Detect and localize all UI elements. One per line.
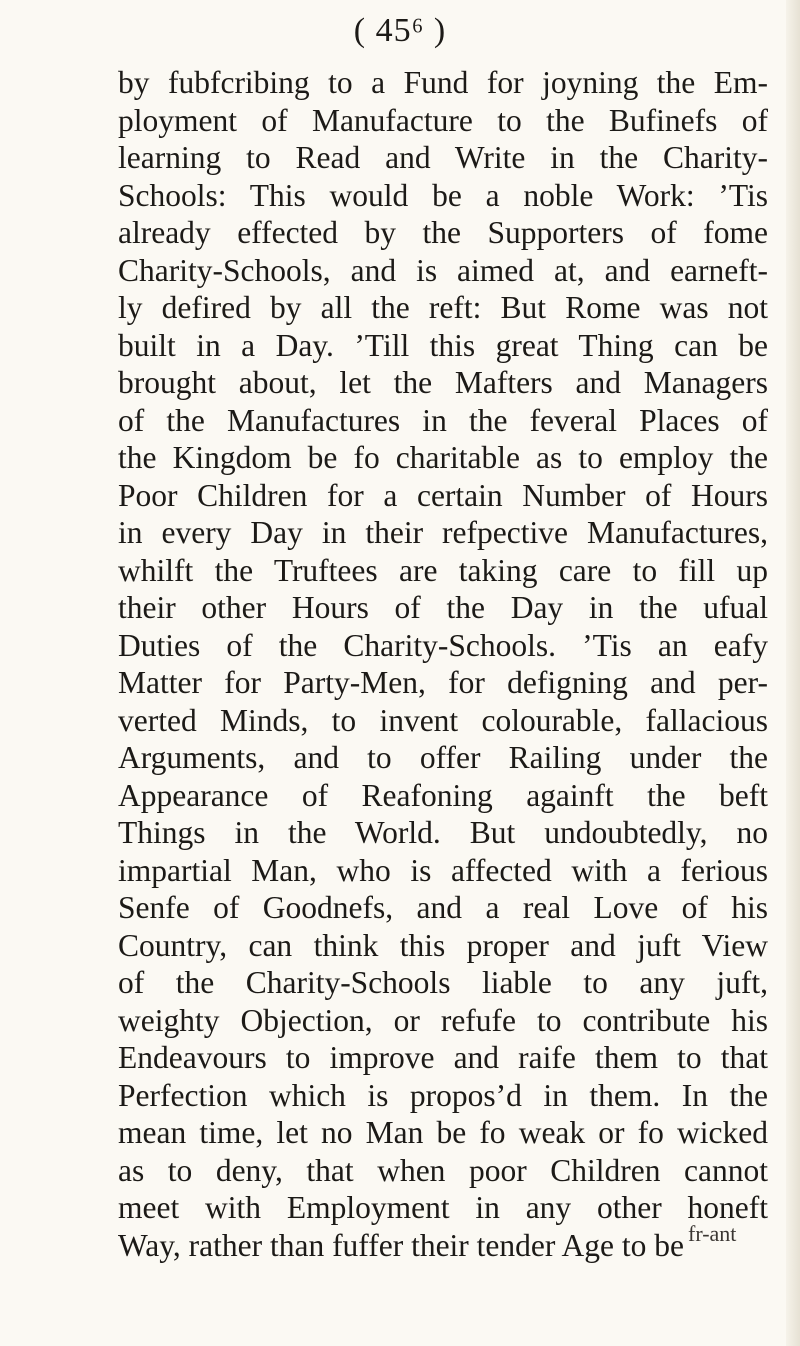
text-line: impartial Man, who is affected with a ferious: [118, 852, 768, 888]
text-line: of the Charity-Schools liable to any juft,: [118, 965, 768, 1000]
text-line: Duties of the Charity-Schools. ’Tis an eafy: [118, 627, 768, 663]
text-line: Way, rather than fuffer their tender Age to be: [118, 1227, 684, 1263]
text-line: built in a Day. ’Till this great Thing can be: [118, 327, 768, 363]
text-line: their other Hours of the Day in the ufual: [118, 590, 768, 625]
catchword: fr-ant: [688, 1221, 737, 1246]
text-line: by fubfcribing to a Fund for joyning the Em-: [118, 65, 768, 100]
text-line: Senfe of Goodnefs, and a real Love of his: [118, 890, 768, 925]
text-line: Things in the World. But undoubtedly, no: [118, 815, 768, 850]
text-line: ployment of Manufacture to the Bufinefs of: [118, 102, 768, 138]
text-line: as to deny, that when poor Children cannot: [118, 1152, 768, 1188]
text-line: mean time, let no Man be fo weak or fo wicked: [118, 1115, 768, 1150]
text-line: whilft the Truftees are taking care to fill up: [118, 552, 768, 588]
text-line: Poor Children for a certain Number of Hours: [118, 477, 768, 513]
text-line: verted Minds, to invent colourable, fallacious: [118, 702, 768, 738]
text-line: Schools: This would be a noble Work: ’Tis: [118, 177, 768, 213]
text-line: ly defired by all the reft: But Rome was not: [118, 290, 768, 325]
text-line: already effected by the Supporters of fome: [118, 215, 768, 250]
text-line: Matter for Party-Men, for defigning and per-: [118, 665, 768, 700]
body-text: [118, 64, 768, 1264]
page-number: ( 45⁶ ): [353, 12, 447, 49]
text-line: the Kingdom be fo charitable as to employ the: [118, 440, 768, 475]
text-line: Perfection which is propos’d in them. In the: [118, 1077, 768, 1113]
text-line: brought about, let the Mafters and Managers: [118, 365, 768, 400]
text-line: meet with Employment in any other honeft: [118, 1190, 768, 1225]
page-edge: [786, 0, 800, 1346]
text-line: Country, can think this proper and juft View: [118, 927, 768, 963]
text-line: of the Manufactures in the feveral Places of: [118, 402, 768, 438]
text-line: Charity-Schools, and is aimed at, and earneft-: [118, 252, 768, 288]
text-line: Endeavours to improve and raife them to that: [118, 1040, 768, 1075]
text-line: in every Day in their refpective Manufactures,: [118, 515, 768, 550]
text-line: weighty Objection, or refufe to contribute his: [118, 1002, 768, 1038]
text-line: Appearance of Reafoning againft the beft: [118, 777, 768, 813]
text-line: learning to Read and Write in the Charity-: [118, 140, 768, 175]
text-line: Arguments, and to offer Railing under the: [118, 740, 768, 775]
